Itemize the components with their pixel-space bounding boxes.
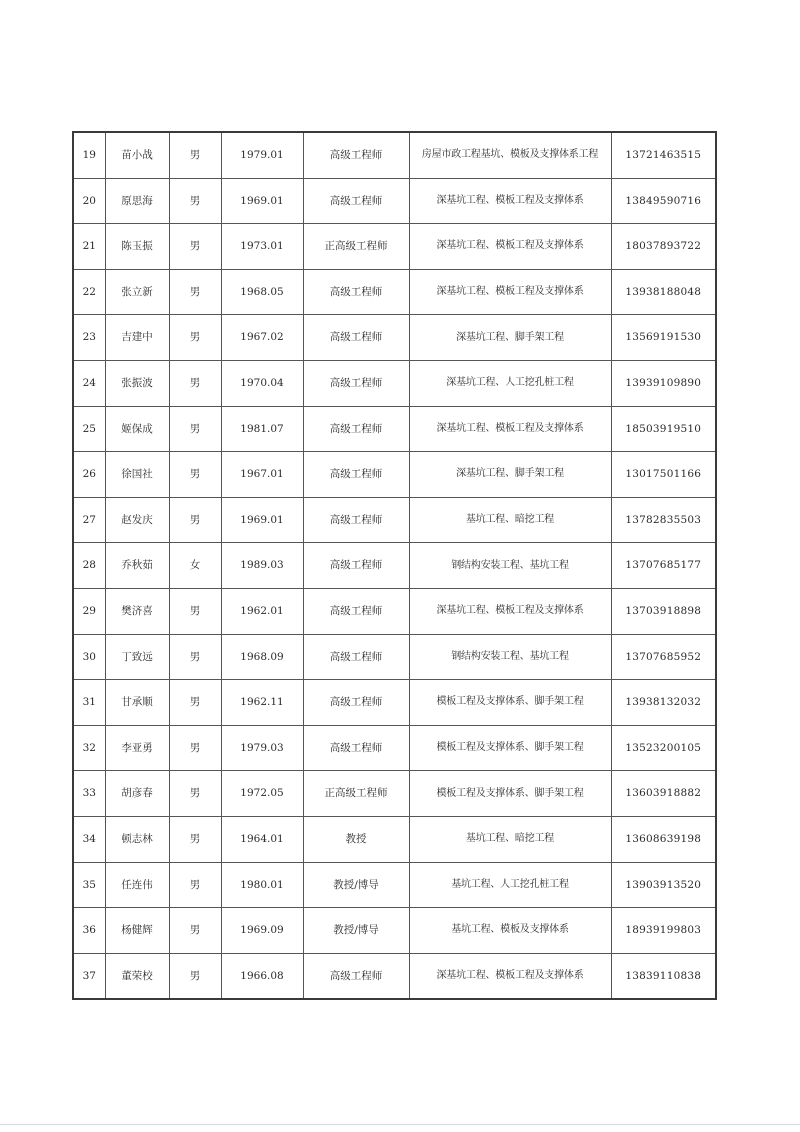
cell-phone: 13839110838 [611,953,716,999]
cell-gender: 男 [169,452,221,498]
table-row [73,771,716,817]
cell-name: 樊济喜 [105,588,169,634]
expert-roster-table [72,131,717,1000]
cell-specialty: 钢结构安装工程、基坑工程 [409,634,611,680]
cell-gender: 男 [169,178,221,224]
cell-specialty: 深基坑工程、模板工程及支撑体系 [409,953,611,999]
cell-gender: 男 [169,634,221,680]
cell-professional-title: 正高级工程师 [303,771,409,817]
cell-gender: 男 [169,315,221,361]
cell-name: 徐国社 [105,452,169,498]
cell-professional-title: 高级工程师 [303,132,409,178]
cell-name: 苗小战 [105,132,169,178]
cell-number: 23 [73,315,105,361]
cell-number: 37 [73,953,105,999]
cell-phone: 18503919510 [611,406,716,452]
cell-specialty: 模板工程及支撑体系、脚手架工程 [409,725,611,771]
cell-phone: 13849590716 [611,178,716,224]
cell-name: 任连伟 [105,862,169,908]
cell-specialty: 深基坑工程、模板工程及支撑体系 [409,406,611,452]
cell-gender: 男 [169,497,221,543]
cell-phone: 13782835503 [611,497,716,543]
cell-gender: 男 [169,862,221,908]
cell-phone: 13703918898 [611,588,716,634]
cell-number: 20 [73,178,105,224]
cell-professional-title: 高级工程师 [303,680,409,726]
cell-phone: 18037893722 [611,224,716,270]
cell-name: 胡彦春 [105,771,169,817]
cell-professional-title: 高级工程师 [303,360,409,406]
table-row [73,953,716,999]
cell-number: 29 [73,588,105,634]
cell-birth-date: 1979.03 [221,725,303,771]
cell-specialty: 深基坑工程、人工挖孔桩工程 [409,360,611,406]
cell-name: 陈玉振 [105,224,169,270]
cell-name: 甘承顺 [105,680,169,726]
cell-specialty: 深基坑工程、脚手架工程 [409,315,611,361]
cell-name: 张振波 [105,360,169,406]
cell-professional-title: 高级工程师 [303,953,409,999]
cell-phone: 18939199803 [611,908,716,954]
cell-number: 22 [73,269,105,315]
cell-phone: 13603918882 [611,771,716,817]
cell-number: 33 [73,771,105,817]
cell-professional-title: 高级工程师 [303,452,409,498]
cell-professional-title: 高级工程师 [303,269,409,315]
cell-name: 张立新 [105,269,169,315]
cell-number: 19 [73,132,105,178]
cell-birth-date: 1979.01 [221,132,303,178]
cell-professional-title: 高级工程师 [303,497,409,543]
cell-specialty: 钢结构安装工程、基坑工程 [409,543,611,589]
cell-phone: 13707685177 [611,543,716,589]
table-row [73,132,716,178]
cell-phone: 13939109890 [611,360,716,406]
page-edge-line [0,1124,800,1125]
cell-phone: 13903913520 [611,862,716,908]
cell-name: 董荣校 [105,953,169,999]
cell-gender: 男 [169,406,221,452]
cell-phone: 13523200105 [611,725,716,771]
cell-birth-date: 1968.05 [221,269,303,315]
cell-phone: 13938188048 [611,269,716,315]
cell-birth-date: 1969.01 [221,178,303,224]
cell-birth-date: 1980.01 [221,862,303,908]
cell-specialty: 基坑工程、暗挖工程 [409,497,611,543]
table-row [73,178,716,224]
cell-name: 赵发庆 [105,497,169,543]
cell-gender: 男 [169,680,221,726]
cell-number: 36 [73,908,105,954]
cell-specialty: 房屋市政工程基坑、模板及支撑体系工程 [409,132,611,178]
table-row [73,269,716,315]
cell-professional-title: 正高级工程师 [303,224,409,270]
cell-name: 杨健辉 [105,908,169,954]
table-row [73,634,716,680]
table-row [73,588,716,634]
expert-roster-sheet [72,131,715,1000]
table-row [73,725,716,771]
cell-professional-title: 高级工程师 [303,406,409,452]
cell-name: 顿志林 [105,816,169,862]
cell-phone: 13608639198 [611,816,716,862]
table-row [73,908,716,954]
cell-birth-date: 1969.01 [221,497,303,543]
cell-specialty: 基坑工程、模板及支撑体系 [409,908,611,954]
cell-professional-title: 高级工程师 [303,178,409,224]
cell-gender: 男 [169,908,221,954]
cell-birth-date: 1970.04 [221,360,303,406]
cell-gender: 男 [169,816,221,862]
cell-birth-date: 1968.09 [221,634,303,680]
cell-professional-title: 高级工程师 [303,725,409,771]
cell-specialty: 基坑工程、人工挖孔桩工程 [409,862,611,908]
cell-birth-date: 1989.03 [221,543,303,589]
cell-specialty: 深基坑工程、脚手架工程 [409,452,611,498]
cell-name: 姬保成 [105,406,169,452]
cell-birth-date: 1973.01 [221,224,303,270]
cell-professional-title: 高级工程师 [303,315,409,361]
cell-birth-date: 1972.05 [221,771,303,817]
cell-specialty: 深基坑工程、模板工程及支撑体系 [409,269,611,315]
cell-phone: 13569191530 [611,315,716,361]
cell-number: 21 [73,224,105,270]
cell-number: 31 [73,680,105,726]
cell-gender: 男 [169,224,221,270]
cell-phone: 13017501166 [611,452,716,498]
cell-specialty: 模板工程及支撑体系、脚手架工程 [409,771,611,817]
cell-birth-date: 1966.08 [221,953,303,999]
roster-body [73,132,716,999]
cell-gender: 男 [169,132,221,178]
cell-phone: 13707685952 [611,634,716,680]
cell-name: 原思海 [105,178,169,224]
table-row [73,816,716,862]
cell-professional-title: 教授 [303,816,409,862]
table-row [73,862,716,908]
cell-number: 27 [73,497,105,543]
cell-gender: 男 [169,725,221,771]
cell-professional-title: 教授/博导 [303,908,409,954]
cell-professional-title: 高级工程师 [303,543,409,589]
cell-gender: 男 [169,771,221,817]
cell-gender: 男 [169,269,221,315]
table-row [73,680,716,726]
cell-specialty: 深基坑工程、模板工程及支撑体系 [409,588,611,634]
cell-gender: 男 [169,360,221,406]
cell-number: 25 [73,406,105,452]
table-row [73,360,716,406]
cell-specialty: 深基坑工程、模板工程及支撑体系 [409,178,611,224]
cell-number: 30 [73,634,105,680]
table-row [73,315,716,361]
table-row [73,406,716,452]
cell-number: 28 [73,543,105,589]
cell-name: 李亚勇 [105,725,169,771]
cell-number: 35 [73,862,105,908]
cell-birth-date: 1981.07 [221,406,303,452]
cell-name: 丁致远 [105,634,169,680]
cell-number: 26 [73,452,105,498]
cell-professional-title: 高级工程师 [303,634,409,680]
cell-birth-date: 1964.01 [221,816,303,862]
cell-specialty: 深基坑工程、模板工程及支撑体系 [409,224,611,270]
cell-birth-date: 1969.09 [221,908,303,954]
table-row [73,224,716,270]
table-row [73,452,716,498]
cell-birth-date: 1962.01 [221,588,303,634]
cell-number: 34 [73,816,105,862]
cell-birth-date: 1967.02 [221,315,303,361]
cell-name: 乔秋茹 [105,543,169,589]
cell-birth-date: 1962.11 [221,680,303,726]
cell-specialty: 基坑工程、暗挖工程 [409,816,611,862]
cell-number: 24 [73,360,105,406]
cell-professional-title: 高级工程师 [303,588,409,634]
cell-gender: 男 [169,588,221,634]
table-row [73,497,716,543]
table-row [73,543,716,589]
cell-birth-date: 1967.01 [221,452,303,498]
cell-professional-title: 教授/博导 [303,862,409,908]
cell-name: 吉建中 [105,315,169,361]
cell-phone: 13938132032 [611,680,716,726]
cell-specialty: 模板工程及支撑体系、脚手架工程 [409,680,611,726]
cell-number: 32 [73,725,105,771]
cell-gender: 男 [169,953,221,999]
cell-gender: 女 [169,543,221,589]
cell-phone: 13721463515 [611,132,716,178]
